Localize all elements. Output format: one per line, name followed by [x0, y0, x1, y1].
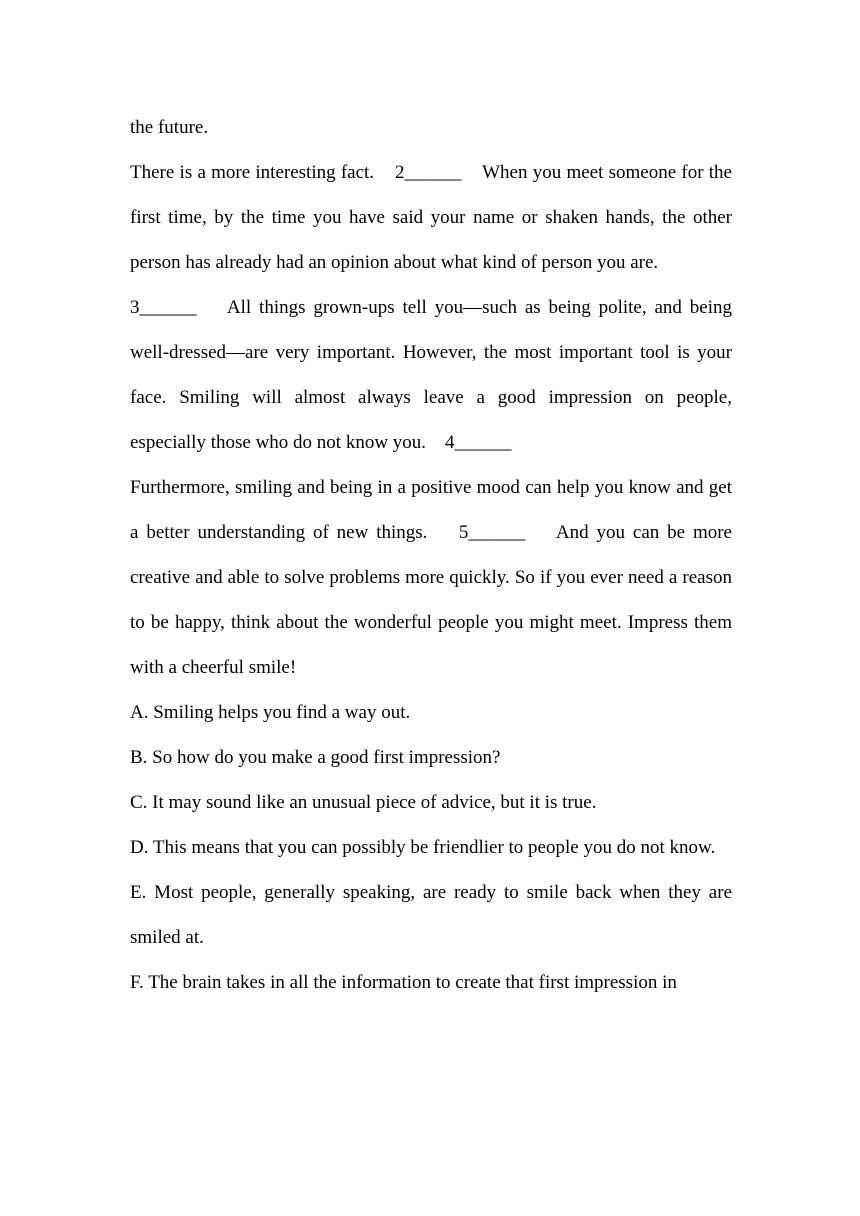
passage-paragraph-4: Furthermore, smiling and being in a positive mood can help you know and get a better understanding of new things. 5______ And you can be more creative and able to solve problems more quickly. So if you ever need a reason to be happy, think about the wonderful people you might meet. Impress them with a cheerful smile!: [130, 477, 732, 678]
option-d: D. This means that you can possibly be friendlier to people you do not know.: [130, 837, 716, 858]
passage-paragraph-1: the future.: [130, 117, 209, 138]
passage-paragraph-3: 3______ All things grown-ups tell you—such as being polite, and being well-dressed—are very important. However, the most important tool is your face. Smiling will almost always leave a good impression on people, especially those who do not know you. 4______: [130, 297, 732, 453]
option-b: B. So how do you make a good first impression?: [130, 747, 501, 768]
option-f: F. The brain takes in all the information to create that first impression in: [130, 972, 677, 993]
passage-text: [130, 105, 732, 1005]
option-a: A. Smiling helps you find a way out.: [130, 702, 411, 723]
option-c: C. It may sound like an unusual piece of advice, but it is true.: [130, 792, 597, 813]
option-e: E. Most people, generally speaking, are ready to smile back when they are smiled at.: [130, 882, 732, 948]
passage-paragraph-2: There is a more interesting fact. 2______ When you meet someone for the first time, by the time you have said your name or shaken hands, the other person has already had an opinion about what kind of person you are.: [130, 162, 732, 273]
